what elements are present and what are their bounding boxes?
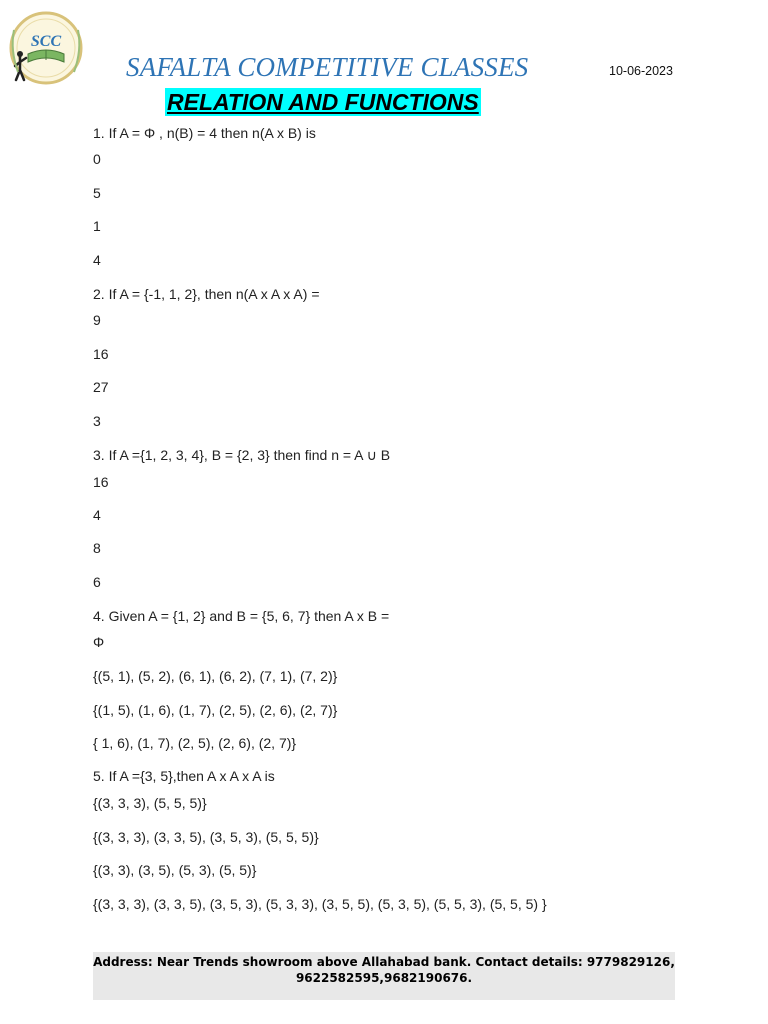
q3-option-3: 8 xyxy=(93,540,101,556)
footer-address xyxy=(93,954,675,986)
q4-option-2: {(5, 1), (5, 2), (6, 1), (6, 2), (7, 1), (7, 2)} xyxy=(93,668,338,684)
q1-option-4: 4 xyxy=(93,252,101,268)
question-3: 3. If A ={1, 2, 3, 4}, B = {2, 3} then find n = A ∪ B xyxy=(93,447,391,463)
q5-option-3: {(3, 3), (3, 5), (5, 3), (5, 5)} xyxy=(93,862,257,878)
document-date: 10-06-2023 xyxy=(609,64,673,78)
logo-text: SCC xyxy=(30,33,62,50)
institute-name: SAFALTA COMPETITIVE CLASSES xyxy=(126,52,529,82)
q3-option-1: 16 xyxy=(93,474,109,490)
q5-option-2: {(3, 3, 3), (3, 3, 5), (3, 5, 3), (5, 5, 5)} xyxy=(93,829,319,845)
q1-option-3: 1 xyxy=(93,218,101,234)
q5-option-4: {(3, 3, 3), (3, 3, 5), (3, 5, 3), (5, 3, 3), (3, 5, 5), (5, 3, 5), (5, 5, 3), (5, 5, 5) } xyxy=(93,896,547,912)
q4-option-3: {(1, 5), (1, 6), (1, 7), (2, 5), (2, 6), (2, 7)} xyxy=(93,702,338,718)
question-4: 4. Given A = {1, 2} and B = {5, 6, 7} then A x B = xyxy=(93,608,390,624)
q5-option-1: {(3, 3, 3), (5, 5, 5)} xyxy=(93,795,207,811)
q2-option-1: 9 xyxy=(93,312,101,328)
q2-option-3: 27 xyxy=(93,379,109,395)
q3-option-4: 6 xyxy=(93,574,101,590)
q1-option-1: 0 xyxy=(93,151,101,167)
q3-option-2: 4 xyxy=(93,507,101,523)
q1-option-2: 5 xyxy=(93,185,101,201)
address-line-1: Address: Near Trends showroom above Allahabad bank. Contact details: 9779829126, xyxy=(93,955,675,969)
institute-logo xyxy=(6,10,86,92)
question-1: 1. If A = Φ , n(B) = 4 then n(A x B) is xyxy=(93,125,316,141)
question-5: 5. If A ={3, 5},then A x A x A is xyxy=(93,768,275,784)
q4-option-4: { 1, 6), (1, 7), (2, 5), (2, 6), (2, 7)} xyxy=(93,735,297,751)
question-2: 2. If A = {-1, 1, 2}, then n(A x A x A) = xyxy=(93,286,320,302)
q4-option-1: Φ xyxy=(93,634,105,650)
topic-title: RELATION AND FUNCTIONS xyxy=(167,89,479,115)
footer-address-box xyxy=(93,952,675,1000)
q2-option-4: 3 xyxy=(93,413,101,429)
address-line-2: 9622582595,9682190676. xyxy=(295,971,473,985)
q2-option-2: 16 xyxy=(93,346,109,362)
